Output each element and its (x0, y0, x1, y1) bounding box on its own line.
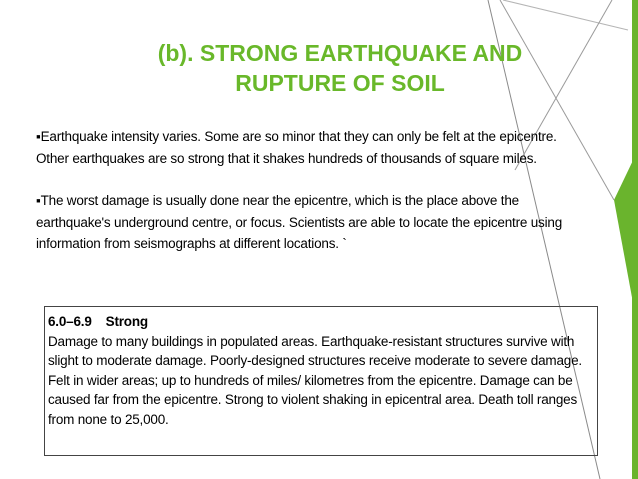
magnitude-range: 6.0–6.9 (48, 314, 92, 329)
body-text (36, 126, 576, 255)
paragraph-epicentre: ▪The worst damage is usually done near the epicentre, which is the place above the earthquake's underground centre, or focus. Scientists are able to locate the epicentre using information from seismographs at different locations. ` (36, 193, 563, 252)
magnitude-description: Damage to many buildings in populated areas. Earthquake-resistant structures survive with slight to moderate damage. Poorly-designed structures receive moderate to severe damage. Felt in wider areas; up to hundreds of miles/ kilometres from the epicentre. Damage can be caused far from the epicentre. Strong to violent shaking in epicentral area. Death toll ranges from none to 25,000. (48, 333, 582, 427)
magnitude-heading (48, 312, 600, 332)
magnitude-box-content (48, 312, 600, 429)
slide-title (90, 38, 590, 98)
title-line-1: (b). STRONG EARTHQUAKE AND (157, 40, 523, 66)
accent-bar (632, 0, 638, 479)
title-line-2: RUPTURE OF SOIL (235, 70, 445, 96)
paragraph-intensity: ▪Earthquake intensity varies. Some are so minor that they can only be felt at the epicentre. Other earthquakes are so strong that it shakes hundreds of thousands of square miles. (36, 129, 557, 166)
magnitude-label: Strong (105, 314, 148, 329)
